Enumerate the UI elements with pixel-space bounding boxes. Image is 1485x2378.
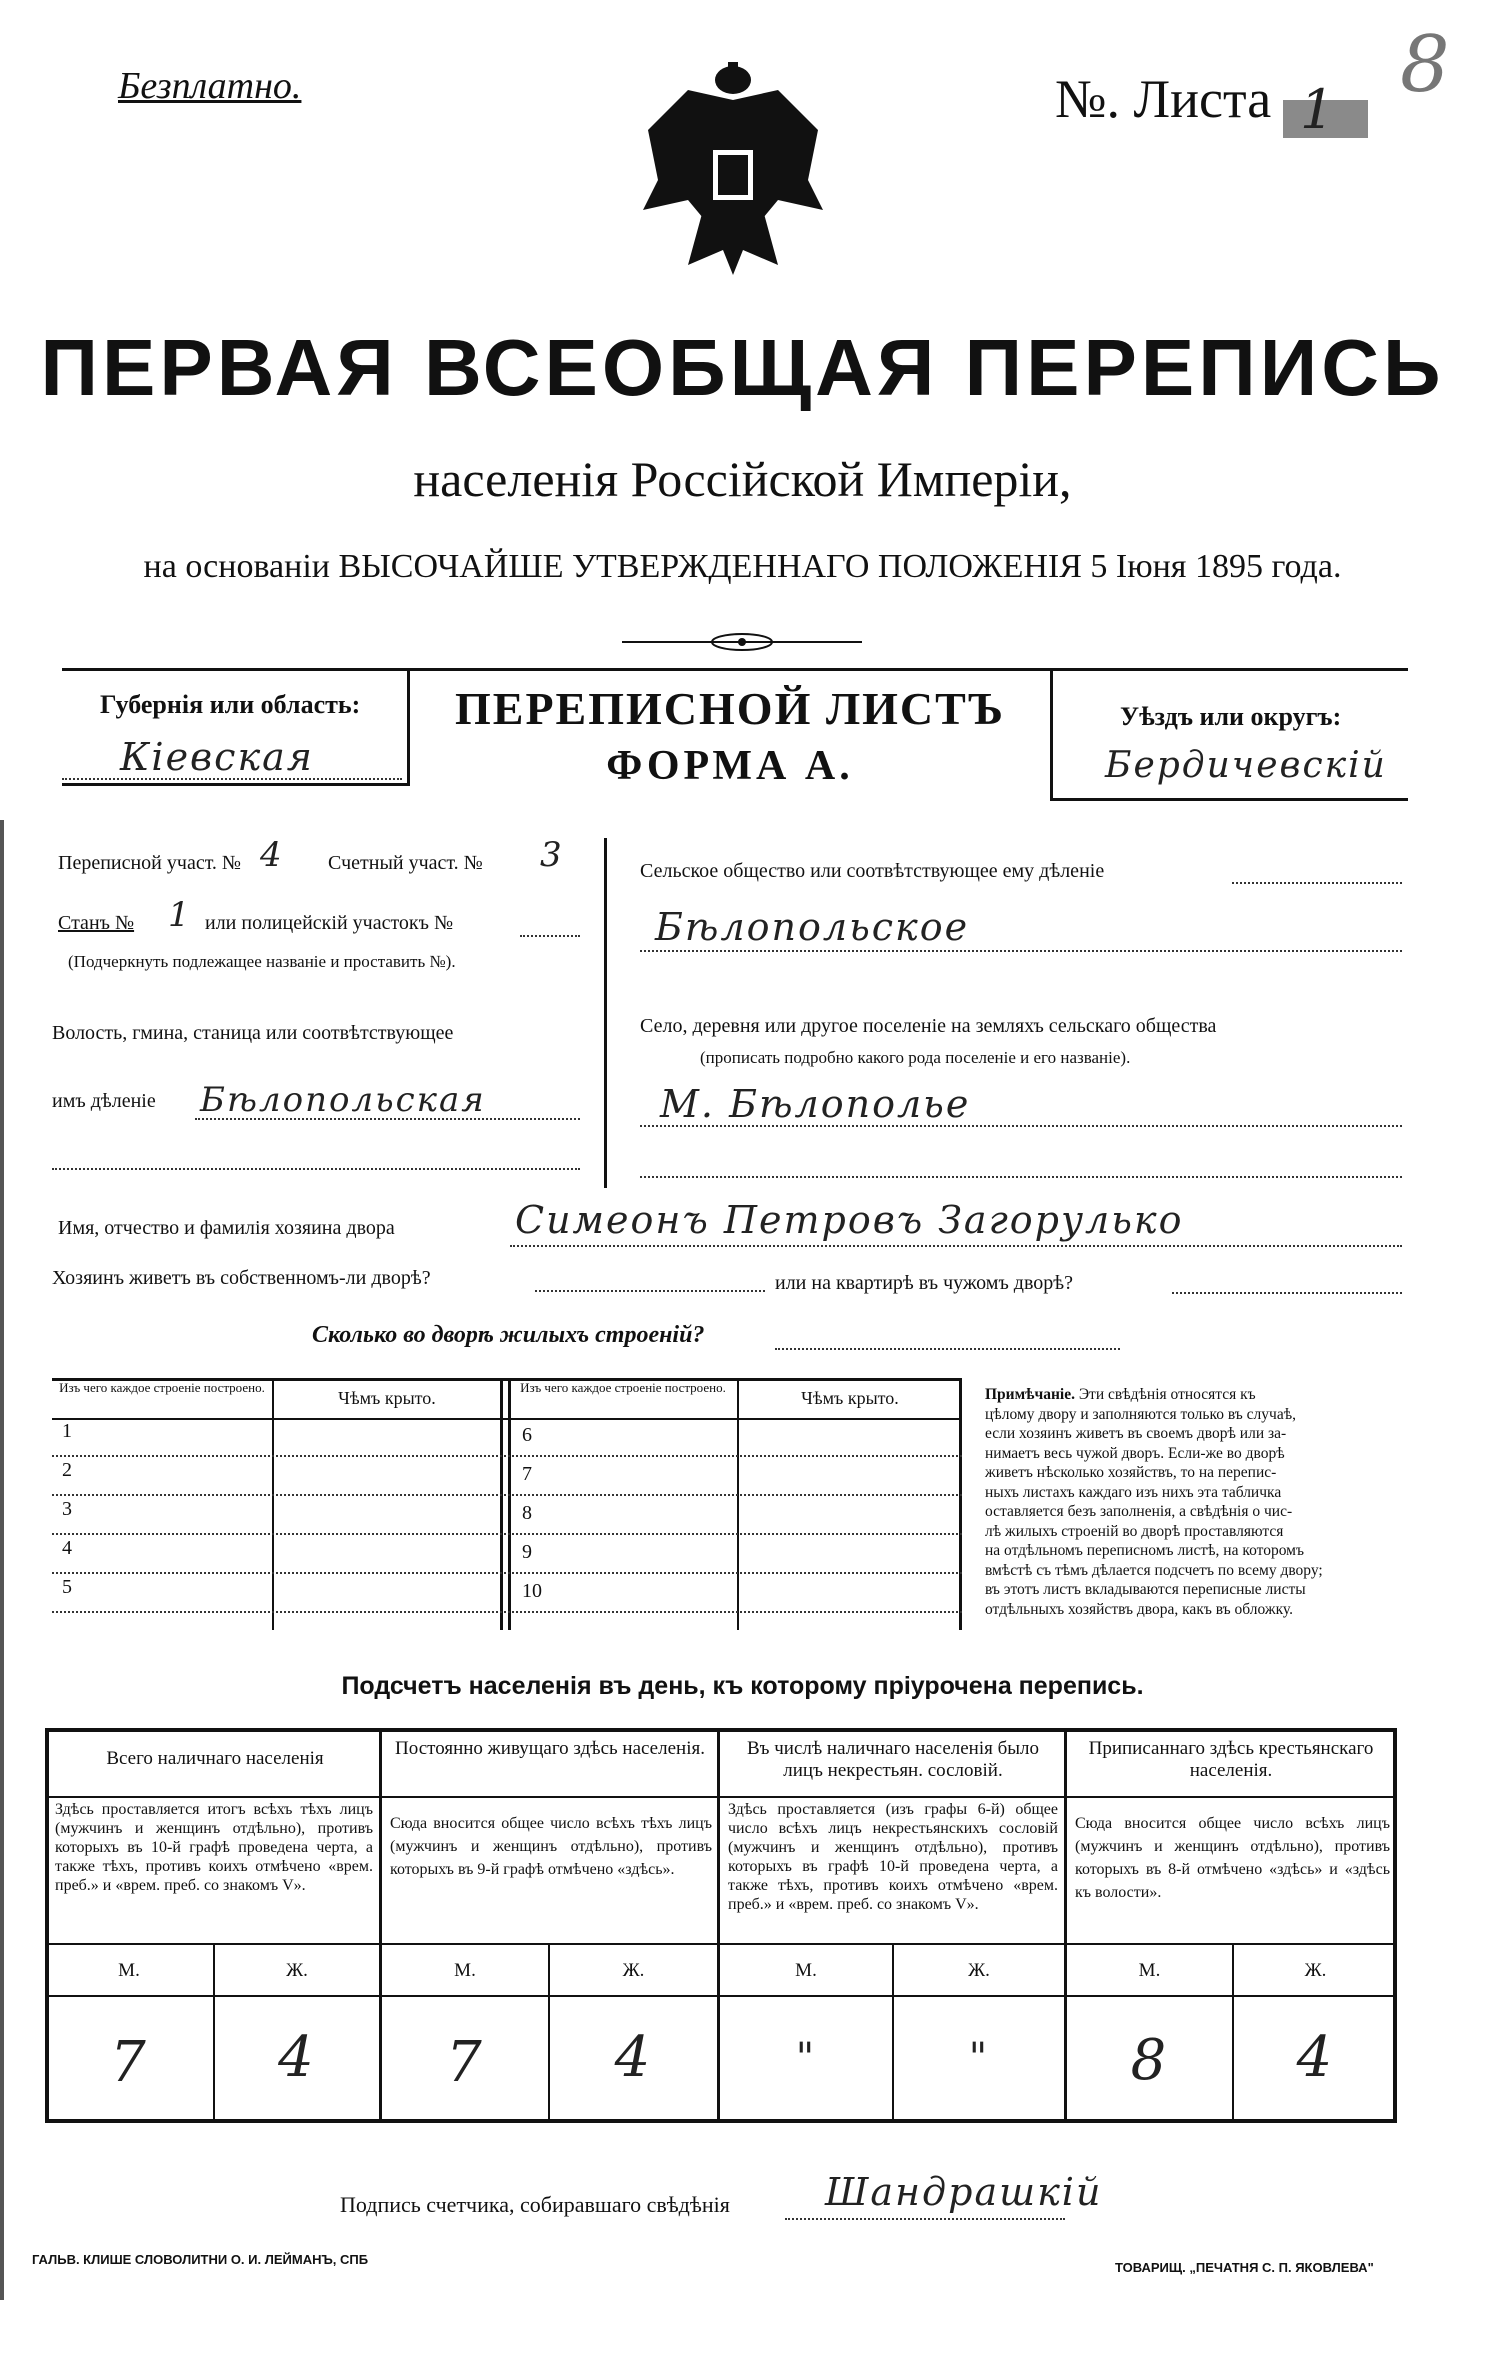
own-yard-underline bbox=[535, 1290, 765, 1292]
own-yard-label: Хозяинъ живетъ въ собственномъ-ли дворѣ? bbox=[52, 1267, 431, 1289]
m-label: М. bbox=[795, 1960, 817, 1981]
note-line: если хозяинъ живетъ въ своемъ дворѣ или за- bbox=[985, 1425, 1287, 1442]
note-line: на отдѣльномъ переписномъ листѣ, на которомъ bbox=[985, 1542, 1304, 1559]
pop-col-desc-nonpeasant: Здѣсь проставляется (изъ графы 6-й) общее число всѣхъ лицъ некрестьянскихъ сословій (мужчинъ и женщинъ отдѣльно), противъ которыхъ въ графѣ 10-й проведена черта, а также тѣхъ, противъ коихъ отмѣчено «врем. преб.» и «врем. преб. со знакомъ V». bbox=[728, 1801, 1058, 1913]
table-row-line bbox=[52, 1533, 962, 1535]
note-line: отдѣльныхъ хозяйствъ двора, какъ въ обложку. bbox=[985, 1600, 1294, 1618]
buildings-col-roof-right: Чѣмъ крыто. bbox=[801, 1388, 899, 1408]
owner-name-label: Имя, отчество и фамилія хозяина двора bbox=[58, 1217, 395, 1239]
pop-mf-rule bbox=[45, 1995, 1397, 1997]
volost-extra-line bbox=[52, 1168, 580, 1170]
pop-col-desc-permanent: Сюда вносится общее число всѣхъ тѣхъ лицъ (мужчинъ и женщинъ отдѣльно), противъ которыхъ въ 9-й графѣ отмѣчено «здѣсь». bbox=[390, 1815, 712, 1878]
owner-name-underline bbox=[510, 1245, 1402, 1247]
note-line: лѣ жилыхъ строеній во дворѣ проставляются bbox=[985, 1522, 1284, 1540]
stan-value: 1 bbox=[168, 895, 192, 935]
buildings-col-rule-right bbox=[737, 1378, 739, 1630]
note-block bbox=[985, 1385, 1405, 1619]
pop-col-head-permanent: Постоянно живущаго здѣсь населенія. bbox=[395, 1738, 705, 1759]
buildings-underline bbox=[775, 1348, 1120, 1350]
signature-label: Подпись счетчика, собиравшаго свѣдѣнія bbox=[340, 2192, 730, 2217]
signature-value: Шандрашкій bbox=[825, 2170, 1103, 2214]
count-section-value: 3 bbox=[540, 835, 564, 875]
table-row-line bbox=[52, 1611, 962, 1613]
f-label: Ж. bbox=[622, 1960, 645, 1981]
police-label: или полицейскій участокъ № bbox=[205, 912, 454, 934]
row-number: 4 bbox=[62, 1537, 72, 1559]
row-number: 2 bbox=[62, 1459, 72, 1481]
m-label: М. bbox=[454, 1960, 476, 1981]
f-label: Ж. bbox=[1304, 1960, 1327, 1981]
note-line: цѣлому двору и заполняются только въ случаѣ, bbox=[985, 1405, 1296, 1423]
sheet-number-value: 1 bbox=[1300, 78, 1337, 141]
f-label: Ж. bbox=[968, 1960, 990, 1981]
uezd-value: Бердичевскій bbox=[1105, 745, 1387, 786]
ornament-divider bbox=[622, 630, 862, 654]
society-underline bbox=[640, 950, 1402, 952]
double-headed-eagle-emblem bbox=[628, 60, 838, 280]
census-subtitle: населенія Россійской Имперіи, bbox=[413, 451, 1072, 507]
table-row-line bbox=[52, 1494, 962, 1496]
buildings-question: Сколько во дворѣ жилыхъ строеній? bbox=[312, 1322, 705, 1348]
pop-permanent-m: 7 bbox=[446, 2030, 484, 2095]
form-title: ПЕРЕПИСНОЙ ЛИСТЪ bbox=[454, 683, 1006, 734]
pop-nonpeasant-m: " bbox=[795, 2035, 817, 2081]
sheet-number-label: №. Листа bbox=[1055, 69, 1272, 129]
owner-name-value: Симеонъ Петровъ Загорулько bbox=[515, 1198, 1184, 1242]
note-line: нимаетъ весь чужой дворъ. Если-же во дворѣ bbox=[985, 1444, 1285, 1462]
pop-head-rule bbox=[45, 1796, 1397, 1798]
note-line: въ этотъ листъ вкладываются переписные листы bbox=[985, 1581, 1306, 1598]
society-label-dots bbox=[1232, 882, 1402, 884]
row-number: 3 bbox=[62, 1498, 72, 1520]
buildings-col-material-right: Изъ чего каждое строеніе построено. bbox=[520, 1380, 726, 1395]
pop-registered-m: 8 bbox=[1130, 2028, 1169, 2093]
buildings-col-rule-left bbox=[272, 1378, 274, 1630]
village-underline bbox=[640, 1125, 1402, 1127]
census-section-value: 4 bbox=[260, 835, 284, 875]
stan-label: Станъ № bbox=[58, 912, 135, 934]
population-title: Подсчетъ населенія въ день, къ которому пріурочена перепись. bbox=[341, 1672, 1144, 1700]
volost-label-line1: Волость, гмина, станица или соотвѣтствующее bbox=[52, 1022, 454, 1044]
row-number: 5 bbox=[62, 1576, 72, 1598]
note-line: оставляется безъ заполненія, а свѣдѣнія о чис- bbox=[985, 1503, 1293, 1520]
count-section-label: Счетный участ. № bbox=[328, 852, 483, 874]
free-label: Безплатно. bbox=[118, 65, 302, 107]
printer-right: ТОВАРИЩ. „ПЕЧАТНЯ С. П. ЯКОВЛЕВА" bbox=[1115, 2260, 1374, 2275]
row-number: 9 bbox=[522, 1541, 532, 1563]
pop-total-m: 7 bbox=[110, 2030, 148, 2095]
volost-underline bbox=[195, 1118, 580, 1120]
m-label: М. bbox=[1138, 1960, 1161, 1981]
guberniya-value: Кіевская bbox=[120, 735, 314, 779]
buildings-double-rule-a bbox=[500, 1378, 503, 1630]
volost-label-line2: имъ дѣленіе bbox=[52, 1090, 156, 1112]
signature-underline bbox=[785, 2218, 1065, 2220]
pop-col-head-registered: Приписаннаго здѣсь крестьянскаго населенія. bbox=[1088, 1738, 1374, 1781]
guberniya-label: Губернія или область: bbox=[100, 690, 361, 719]
form-subtitle: ФОРМА А. bbox=[606, 743, 854, 789]
pop-desc-rule bbox=[45, 1943, 1397, 1945]
buildings-col-roof-left: Чѣмъ крыто. bbox=[338, 1388, 436, 1408]
buildings-col-material-left: Изъ чего каждое строеніе построено. bbox=[59, 1380, 265, 1395]
society-label: Сельское общество или соотвѣтствующее ему дѣленіе bbox=[640, 860, 1105, 882]
village-extra-line bbox=[640, 1176, 1402, 1178]
pop-permanent-f: 4 bbox=[614, 2025, 653, 2090]
volost-value: Бѣлопольская bbox=[200, 1080, 486, 1120]
row-number: 1 bbox=[62, 1420, 72, 1442]
underline-note: (Подчеркнуть подлежащее названіе и проставить №). bbox=[68, 952, 456, 971]
note-heading: Примѣчаніе. bbox=[985, 1386, 1075, 1403]
left-border-rule bbox=[0, 820, 4, 2300]
census-basis: на основаніи ВЫСОЧАЙШЕ УТВЕРЖДЕННАГО ПОЛОЖЕНІЯ 5 Іюня 1895 года. bbox=[143, 548, 1342, 585]
pop-col-head-total: Всего наличнаго населенія bbox=[106, 1748, 324, 1769]
m-label: М. bbox=[118, 1960, 140, 1981]
apartment-label: или на квартирѣ въ чужомъ дворѣ? bbox=[775, 1272, 1074, 1294]
census-section-label: Переписной участ. № bbox=[58, 852, 242, 874]
buildings-table bbox=[52, 1378, 962, 1630]
village-note: (прописать подробно какого рода поселеніе и его названіе). bbox=[700, 1048, 1131, 1067]
note-line: вмѣстѣ съ тѣмъ дѣлается подсчетъ по всему двору; bbox=[985, 1561, 1323, 1579]
table-row-line bbox=[52, 1572, 962, 1574]
buildings-double-rule-b bbox=[508, 1378, 511, 1630]
f-label: Ж. bbox=[286, 1960, 308, 1981]
note-line: ныхъ листахъ каждаго изъ нихъ эта табличка bbox=[985, 1483, 1282, 1501]
pop-col-desc-registered: Сюда вносится общее число всѣхъ лицъ (мужчинъ и женщинъ отдѣльно), противъ которыхъ въ 8-й отмѣчено «здѣсь» и «здѣсь къ волости». bbox=[1075, 1815, 1390, 1901]
village-value: М. Бѣлополье bbox=[660, 1082, 971, 1126]
pop-registered-f: 4 bbox=[1296, 2025, 1335, 2090]
guberniya-underline bbox=[62, 778, 402, 780]
corner-mark: 8 bbox=[1400, 20, 1452, 110]
fields-divider bbox=[604, 838, 607, 1188]
uezd-label: Уѣздъ или округъ: bbox=[1120, 702, 1342, 731]
pop-col-head-nonpeasant: Въ числѣ наличнаго населенія было лицъ некрестьян. сословій. bbox=[746, 1738, 1040, 1781]
police-underline bbox=[520, 935, 580, 937]
row-number: 7 bbox=[522, 1463, 532, 1485]
census-title: ПЕРВАЯ ВСЕОБЩАЯ ПЕРЕПИСЬ bbox=[40, 323, 1445, 412]
pop-nonpeasant-f: " bbox=[968, 2035, 990, 2081]
row-number: 8 bbox=[522, 1502, 532, 1524]
pop-col-desc-total: Здѣсь проставляется итогъ всѣхъ тѣхъ лицъ (мужчинъ и женщинъ отдѣльно), противъ которыхъ въ 10-й графѣ проведена черта, а также тѣхъ, противъ коихъ отмѣчено «врем. преб.» и «врем. преб. со знакомъ V». bbox=[55, 1801, 373, 1894]
printer-left: ГАЛЬВ. КЛИШЕ СЛОВОЛИТНИ О. И. ЛЕЙМАНЪ, СПБ bbox=[32, 2252, 369, 2267]
note-line: живетъ нѣсколько хозяйствъ, то на перепис- bbox=[985, 1464, 1277, 1481]
buildings-header-rule bbox=[52, 1418, 962, 1420]
table-row-line bbox=[52, 1455, 962, 1457]
note-line: Эти свѣдѣнія относятся къ bbox=[1078, 1386, 1256, 1403]
village-label: Село, деревня или другое поселеніе на земляхъ сельскаго общества bbox=[640, 1015, 1217, 1037]
row-number: 10 bbox=[522, 1580, 542, 1602]
apartment-underline bbox=[1172, 1292, 1402, 1294]
society-value: Бѣлопольское bbox=[655, 905, 970, 949]
pop-total-f: 4 bbox=[278, 2025, 316, 2090]
row-number: 6 bbox=[522, 1424, 532, 1446]
